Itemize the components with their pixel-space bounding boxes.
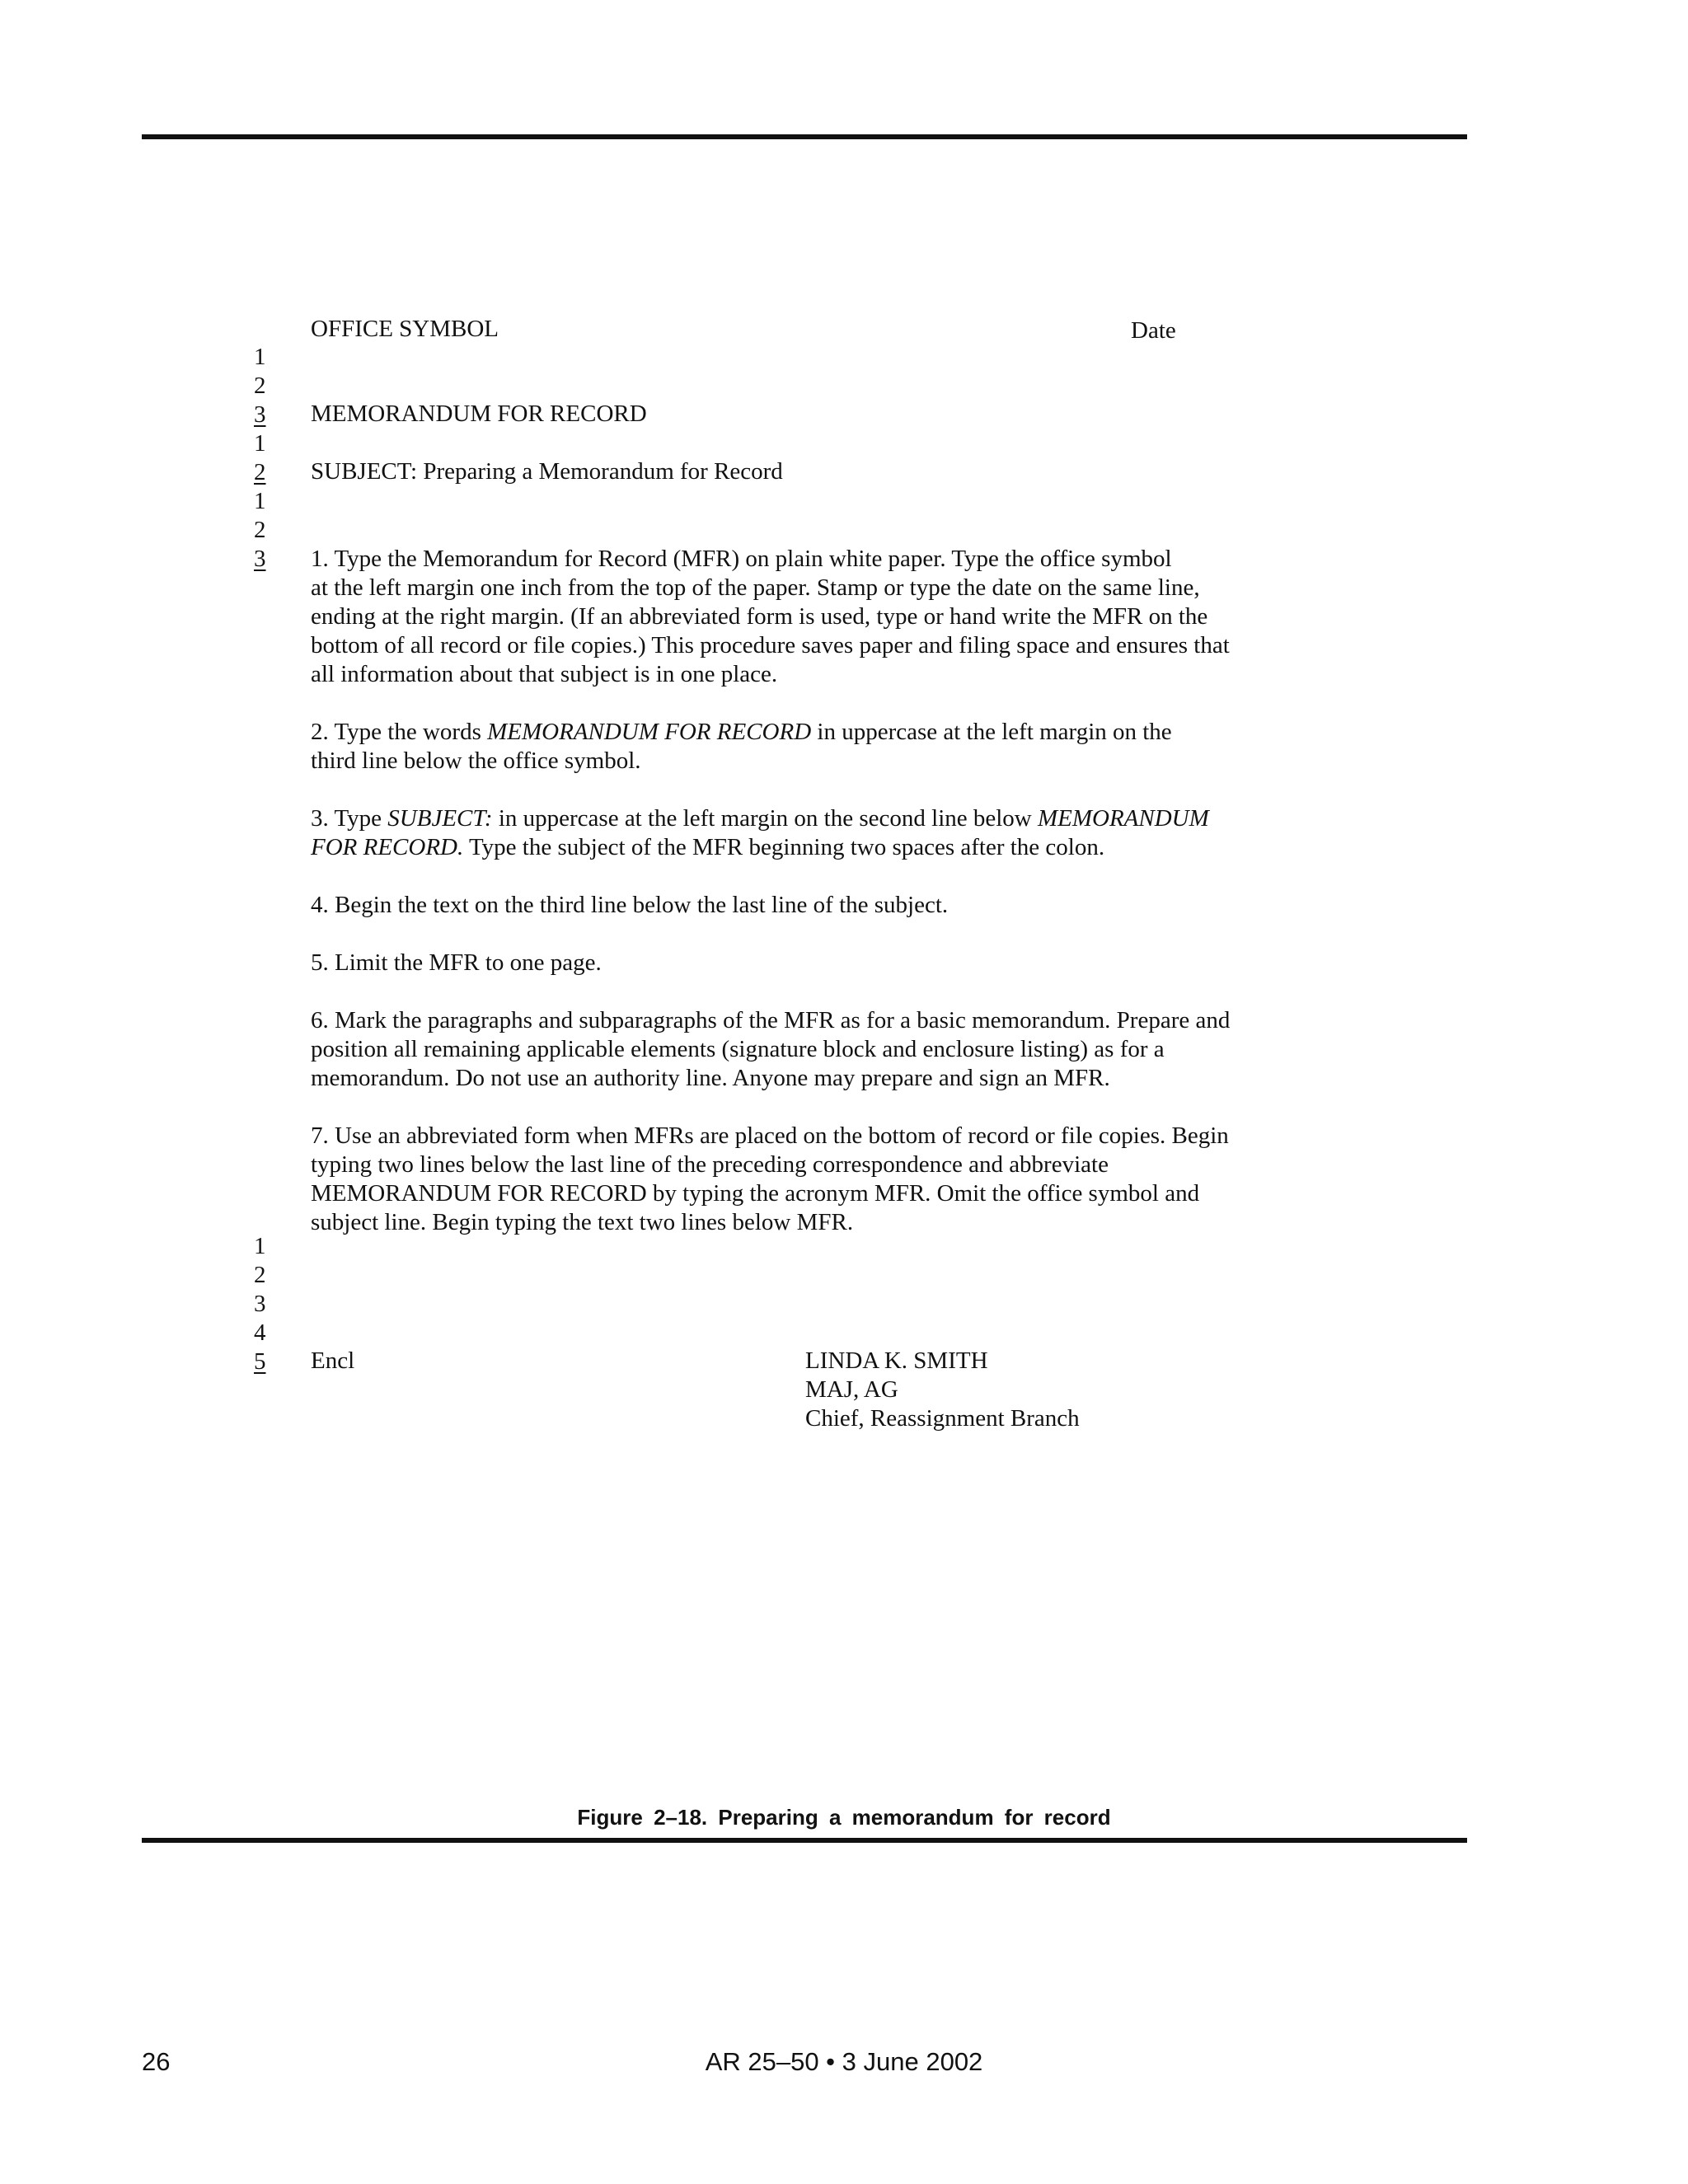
document-id: AR 25–50 • 3 June 2002 [705, 2047, 983, 2076]
paragraph-6 [311, 1006, 1300, 1093]
signer-title: Chief, Reassignment Branch [805, 1405, 1080, 1432]
text-run: in uppercase at the left margin on the second line below [492, 805, 1038, 832]
italic-run: MEMORANDUM [1038, 805, 1209, 832]
text-line [311, 718, 1300, 747]
text-line: 5. Limit the MFR to one page. [311, 949, 602, 976]
text-line: 4. Begin the text on the third line below the last line of the subject. [311, 892, 949, 918]
text-line: memorandum. Do not use an authority line. Anyone may prepare and sign an MFR. [311, 1065, 1110, 1091]
counter-number: 5 [254, 1348, 266, 1375]
text-line: bottom of all record or file copies.) This procedure saves paper and filing space and ensures that [311, 632, 1230, 658]
text-line: 6. Mark the paragraphs and subparagraphs of the MFR as for a basic memorandum. Prepare and [311, 1007, 1231, 1033]
italic-run: SUBJECT: [387, 805, 493, 832]
bottom-rule [142, 1838, 1467, 1843]
paragraph-7 [311, 1122, 1300, 1237]
text-run: Type the subject of the MFR beginning two spaces after the colon. [463, 834, 1105, 860]
counter-number: 2 [254, 373, 266, 399]
paragraph-1 [311, 545, 1300, 689]
counter-number: 3 [254, 1291, 266, 1317]
paragraph-2 [311, 718, 1300, 776]
text-line [311, 804, 1300, 833]
memo-body [311, 545, 1300, 1266]
text-line: all information about that subject is in one place. [311, 661, 778, 687]
counter-number: 1 [254, 1233, 266, 1259]
text-run: 2. Type the words [311, 719, 488, 745]
text-line: ending at the right margin. (If an abbreviated form is used, type or hand write the MFR on the [311, 603, 1208, 630]
text-line: at the left margin one inch from the top of the paper. Stamp or type the date on the same line, [311, 574, 1200, 601]
counter-number: 3 [254, 401, 266, 428]
line-counter-bottom [254, 1232, 266, 1376]
memo-date: Date [1131, 317, 1176, 344]
text-line: typing two lines below the last line of the preceding correspondence and abbreviate [311, 1151, 1109, 1178]
paragraph-4 [311, 891, 1300, 920]
counter-number: 1 [254, 344, 266, 370]
counter-number: 4 [254, 1319, 266, 1346]
text-line: 7. Use an abbreviated form when MFRs are placed on the bottom of record or file copies. Begin [311, 1122, 1229, 1149]
figure-caption: Figure 2–18. Preparing a memorandum for record [577, 1805, 1111, 1830]
signer-name: LINDA K. SMITH [805, 1347, 988, 1374]
italic-run: FOR RECORD. [311, 834, 464, 860]
text-line: MEMORANDUM FOR RECORD by typing the acronym MFR. Omit the office symbol and [311, 1180, 1200, 1207]
paragraph-5 [311, 949, 1300, 977]
memo-heading: MEMORANDUM FOR RECORD [311, 401, 647, 427]
italic-run: MEMORANDUM FOR RECORD [487, 719, 812, 745]
text-line: third line below the office symbol. [311, 748, 641, 774]
counter-number: 2 [254, 517, 266, 543]
text-run: in uppercase at the left margin on the [811, 719, 1172, 745]
counter-number: 3 [254, 546, 266, 572]
text-line: 1. Type the Memorandum for Record (MFR) on plain white paper. Type the office symbol [311, 546, 1172, 572]
top-rule [142, 134, 1467, 139]
memo-subject: SUBJECT: Preparing a Memorandum for Record [311, 458, 783, 485]
counter-number: 2 [254, 459, 266, 485]
counter-number: 1 [254, 430, 266, 457]
signer-rank: MAJ, AG [805, 1376, 898, 1403]
line-counter-top [254, 343, 266, 574]
paragraph-3 [311, 804, 1300, 862]
counter-number: 2 [254, 1262, 266, 1288]
text-run: 3. Type [311, 805, 388, 832]
signature-block [805, 1347, 1080, 1433]
text-line [311, 833, 1300, 862]
page-number: 26 [142, 2047, 171, 2076]
enclosure-label: Encl [311, 1347, 355, 1374]
text-line: subject line. Begin typing the text two lines below MFR. [311, 1209, 854, 1235]
counter-number: 1 [254, 488, 266, 514]
office-symbol: OFFICE SYMBOL [311, 316, 499, 342]
text-line: position all remaining applicable elements (signature block and enclosure listing) as for a [311, 1036, 1165, 1062]
